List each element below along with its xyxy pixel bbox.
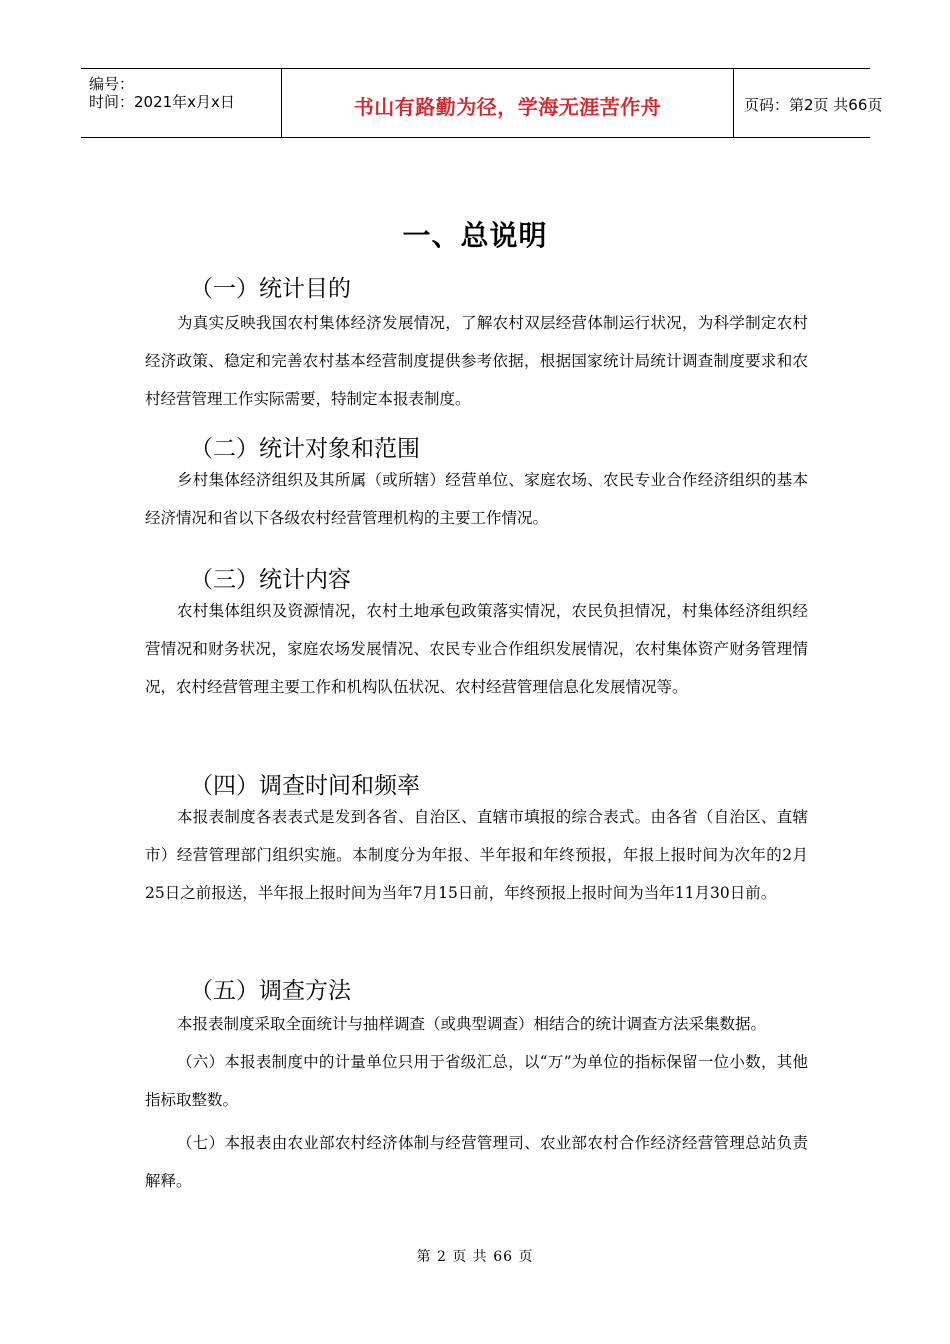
section-heading-scope: （二）统计对象和范围 xyxy=(190,436,420,462)
section-paragraph-timing: 本报表制度各表表式是发到各省、自治区、直辖市填报的综合表式。由各省（自治区、直辖市）经营管理部门组织实施。本制度分为年报、半年报和年终预报，年报上报时间为次年的2月25日之前报送，半年报上报时间为当年7月15日前，年终预报上报时间为当年11月30日前。 xyxy=(145,808,808,902)
section-heading-purpose: （一）统计目的 xyxy=(190,276,351,302)
header-page-info: 页码：第2页 共66页 xyxy=(744,96,883,114)
section-heading-timing: （四）调查时间和频率 xyxy=(190,773,420,799)
header-page-cell xyxy=(734,69,883,137)
page-header xyxy=(81,68,883,138)
serial-number-label: 编号： xyxy=(89,75,135,93)
page-title: 一、总说明 xyxy=(402,219,548,252)
section-paragraph-units: （六）本报表制度中的计量单位只用于省级汇总，以“万”为单位的指标保留一位小数，其他指标取整数。 xyxy=(145,1053,808,1109)
section-paragraph-method: 本报表制度采取全面统计与抽样调查（或典型调查）相结合的统计调查方法采集数据。 xyxy=(177,1015,767,1033)
section-heading-content: （三）统计内容 xyxy=(190,567,351,593)
page-footer: 第 2 页 共 66 页 xyxy=(416,1249,534,1265)
section-paragraph-content: 农村集体组织及资源情况，农村土地承包政策落实情况，农民负担情况，村集体经济组织经营情况和财务状况，家庭农场发展情况、农民专业合作组织发展情况，农村集体资产财务管理情况，农村经营管理主要工作和机构队伍状况、农村经营管理信息化发展情况等。 xyxy=(145,602,808,696)
section-paragraph-purpose: 为真实反映我国农村集体经济发展情况，了解农村双层经营体制运行状况，为科学制定农村经济政策、稳定和完善农村基本经营制度提供参考依据，根据国家统计局统计调查制度要求和农村经营管理工作实际需要，特制定本报表制度。 xyxy=(145,314,808,408)
header-motto-cell xyxy=(281,69,734,137)
header-motto: 书山有路勤为径，学海无涯苦作舟 xyxy=(353,95,662,119)
section-heading-method: （五）调查方法 xyxy=(190,978,351,1004)
date-label: 时间：2021年x月x日 xyxy=(89,93,235,111)
section-paragraph-scope: 乡村集体经济组织及其所属（或所辖）经营单位、家庭农场、农民专业合作经济组织的基本经济情况和省以下各级农村经营管理机构的主要工作情况。 xyxy=(145,471,808,527)
header-left-cell xyxy=(81,69,281,137)
section-paragraph-interpretation: （七）本报表由农业部农村经济体制与经营管理司、农业部农村合作经济经营管理总站负责解释。 xyxy=(145,1134,808,1190)
